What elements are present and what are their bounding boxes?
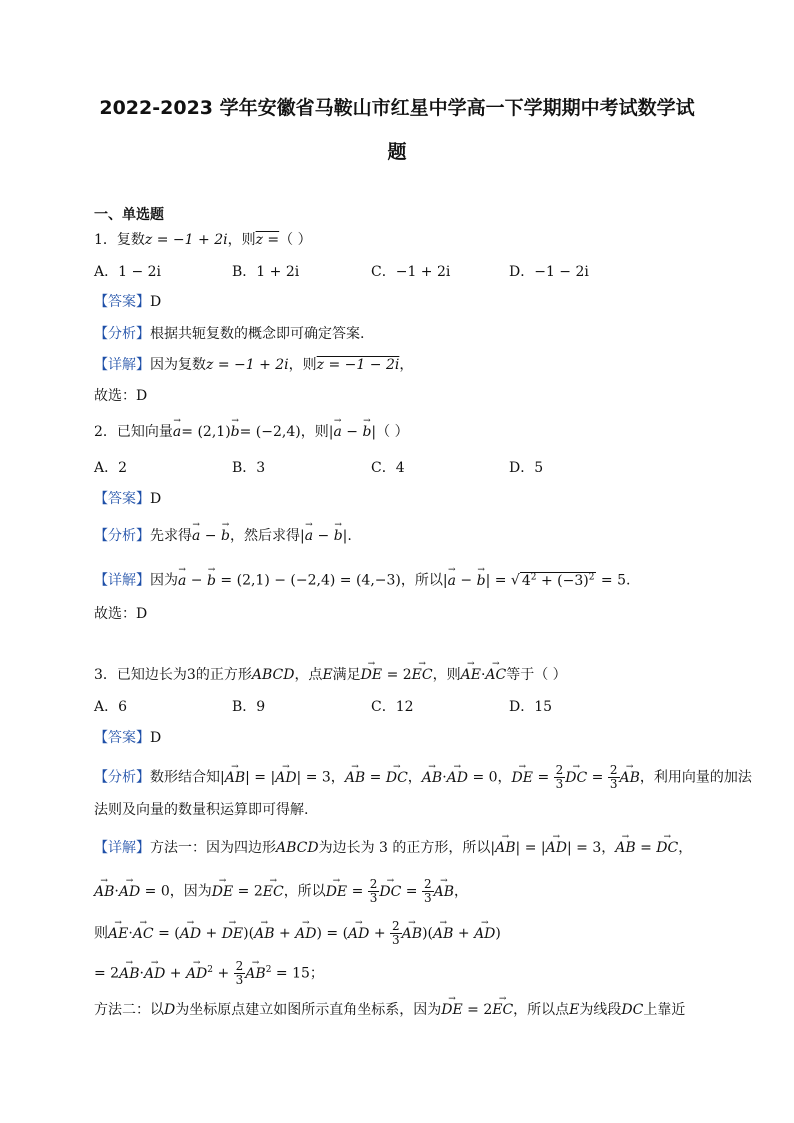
q2-answer: 【答案】D — [94, 491, 162, 507]
q3-analysis: 【分析】数形结合知|→ AB| = |→ AD| = 3，→ AB = → DC，→ AB·→ AD = 0，→ DE = $\frac{2}{3}$ → DC = $\frac{2}{3}$ → AB，利用向量的加法 — [94, 764, 752, 791]
q2-stem: 2．已知向量→ a= (2,1)→ b= (−2,4)，则|→ a − → b|（ ） — [94, 422, 409, 442]
q3-detail-line3: 则→ AE·→ AC = (→ AD + → DE)(→ AB + → AD) = (→ AD + $\frac{2}{3}$ → AB)(→ AB + → AD) — [94, 920, 501, 947]
q1-answer: 【答案】D — [94, 294, 162, 310]
section-heading: 一、单选题 — [94, 207, 164, 223]
q3-option-d: D．15 — [509, 699, 553, 715]
q1-option-b: B．1 + 2i — [232, 264, 300, 280]
q1-stem: 1．复数z = −1 + 2i，则z =（ ） — [94, 232, 312, 248]
q1-equation: z = −1 + 2i — [144, 232, 228, 248]
q1-option-d: D．−1 − 2i — [509, 264, 589, 280]
q2-option-d: D．5 — [509, 460, 544, 476]
q2-choose: 故选：D — [94, 606, 148, 622]
q2-option-a: A．2 — [94, 460, 128, 476]
q1-option-c: C．−1 + 2i — [371, 264, 451, 280]
q1-analysis: 【分析】根据共轭复数的概念即可确定答案. — [94, 326, 365, 342]
q3-stem: 3．已知边长为3的正方形ABCD，点E满足→ DE = 2→ EC，则→ AE·→ AC等于（ ） — [94, 665, 567, 685]
q1-conjugate: z = — [255, 232, 280, 248]
q2-analysis: 【分析】先求得→ a − → b，然后求得|→ a − → b|. — [94, 526, 352, 546]
q3-answer: 【答案】D — [94, 730, 162, 746]
q3-analysis-line2: 法则及向量的数量积运算即可得解. — [94, 802, 309, 818]
q3-detail: 【详解】方法一：因为四边形ABCD为边长为 3 的正方形，所以|→ AB| = |→ AD| = 3，→ AB = → DC， — [94, 838, 692, 858]
q3-option-a: A．6 — [94, 699, 128, 715]
q3-detail-line4: = 2→ AB·→ AD + → $AD^2$ + $\frac{2}{3}$ → $AB^2 = 15$； — [94, 960, 324, 987]
q3-option-b: B．9 — [232, 699, 266, 715]
title-line-1: 2022-2023 学年安徽省马鞍山市红星中学高一下学期期中考试数学试 — [99, 97, 695, 119]
q2-option-c: C．4 — [371, 460, 405, 476]
q3-option-c: C．12 — [371, 699, 414, 715]
q3-method2: 方法二：以D为坐标原点建立如图所示直角坐标系，因为→ DE = 2→ EC，所以点E为线段DC上靠近 — [94, 1000, 685, 1020]
q1-choose: 故选：D — [94, 388, 148, 404]
q3-detail-line2: → AB·→ AD = 0，因为→ DE = 2→ EC，所以→ DE = $\frac{2}{3}$ → DC = $\frac{2}{3}$ → AB， — [94, 878, 468, 905]
document-title — [60, 86, 734, 174]
title-line-2: 题 — [387, 141, 407, 163]
q1-option-a: A．1 − 2i — [94, 264, 162, 280]
q1-detail: 【详解】因为复数z = −1 + 2i，则z = −1 − 2i， — [94, 357, 414, 373]
q2-detail: 【详解】因为→ a − → b = (2,1) − (−2,4) = (4,−3)，所以|→ a − → b| = √ $4^2 + (-3)^2 = 5$. — [94, 567, 630, 591]
q2-option-b: B．3 — [232, 460, 266, 476]
